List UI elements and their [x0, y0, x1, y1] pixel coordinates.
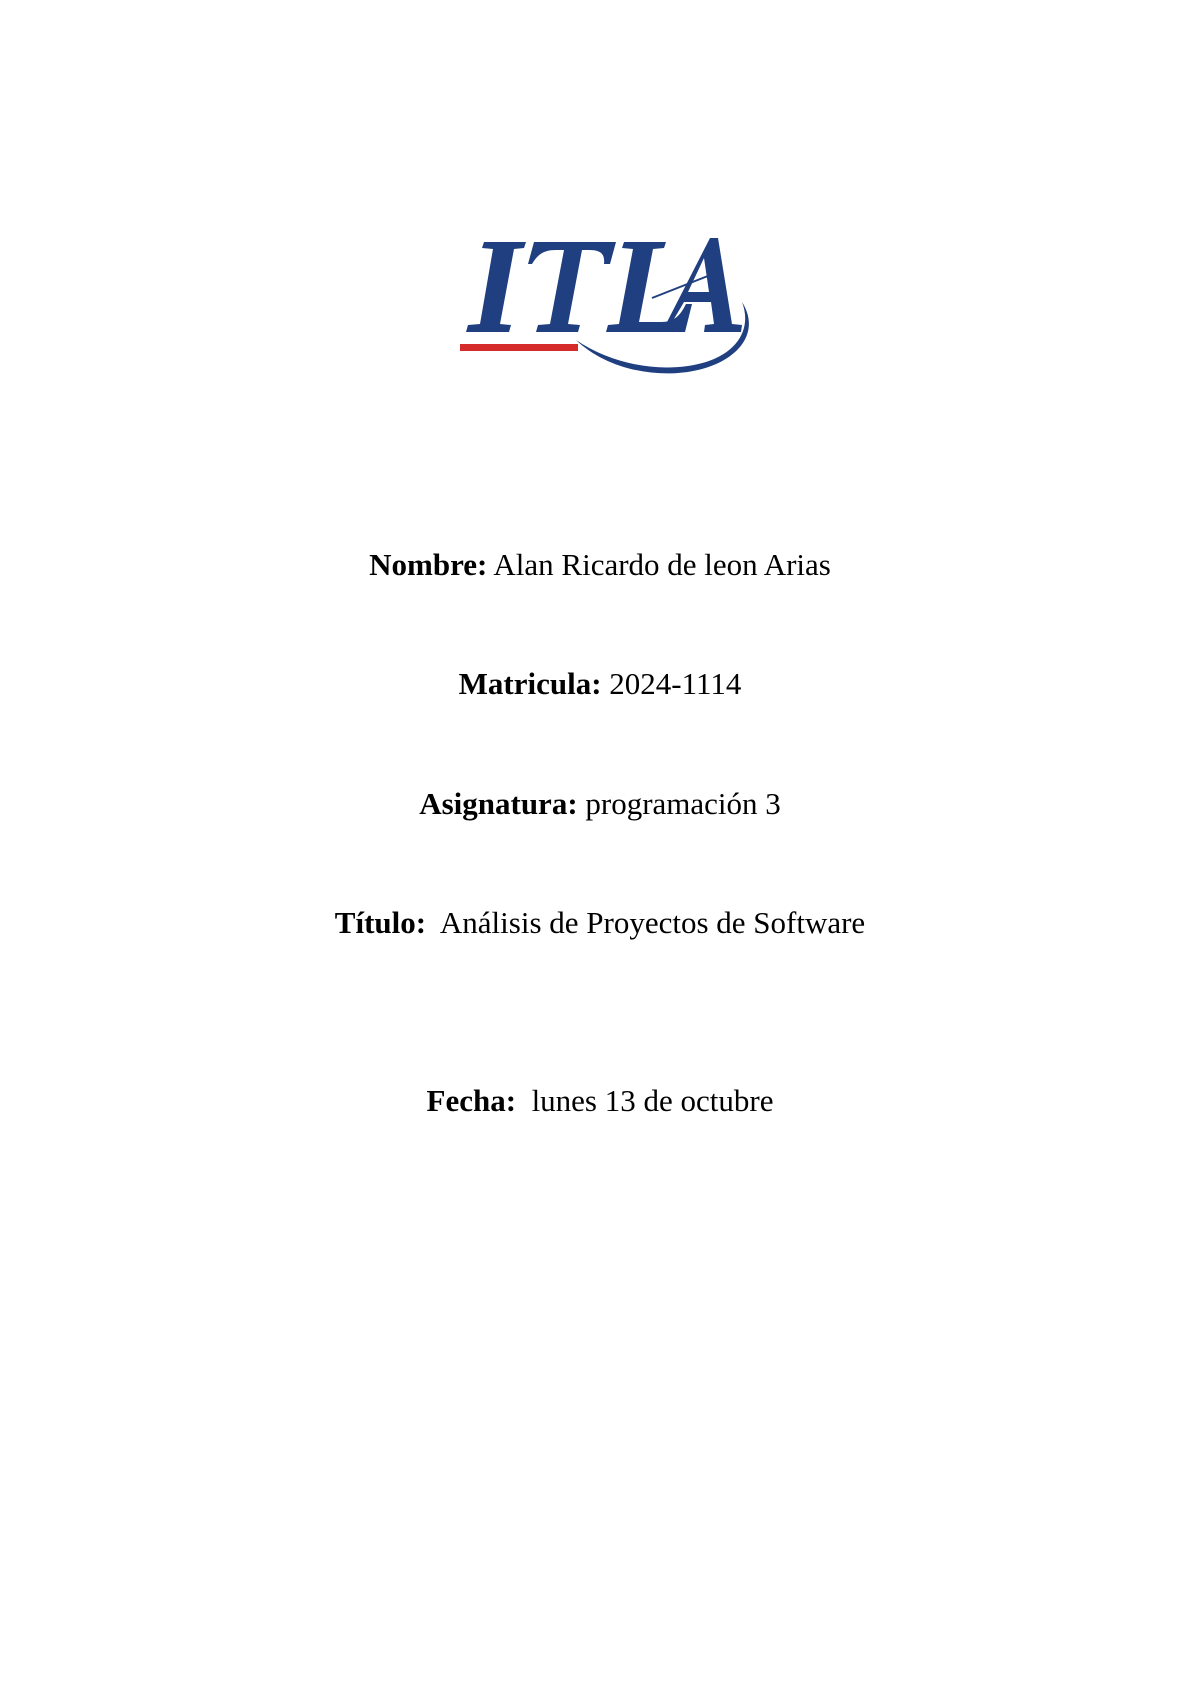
- field-matricula-label: Matricula:: [458, 666, 602, 701]
- field-nombre-value: Alan Ricardo de leon Arias: [493, 547, 831, 582]
- field-matricula: [0, 664, 1200, 704]
- field-fecha: [0, 1081, 1200, 1121]
- field-asignatura-label: Asignatura:: [419, 786, 578, 821]
- field-titulo-value: Análisis de Proyectos de Software: [439, 905, 866, 940]
- field-nombre-label: Nombre:: [369, 547, 488, 582]
- field-fecha-value: lunes 13 de octubre: [531, 1083, 774, 1118]
- itla-logo-graphic: [456, 232, 756, 382]
- field-asignatura: [0, 784, 1200, 824]
- field-asignatura-value: programación 3: [585, 786, 781, 821]
- field-nombre: [0, 545, 1200, 585]
- field-fecha-label: Fecha:: [426, 1083, 517, 1118]
- field-matricula-value: 2024-1114: [609, 666, 742, 701]
- field-titulo-label: Título:: [334, 905, 427, 940]
- itla-logo: [456, 232, 756, 382]
- field-titulo: [0, 903, 1200, 943]
